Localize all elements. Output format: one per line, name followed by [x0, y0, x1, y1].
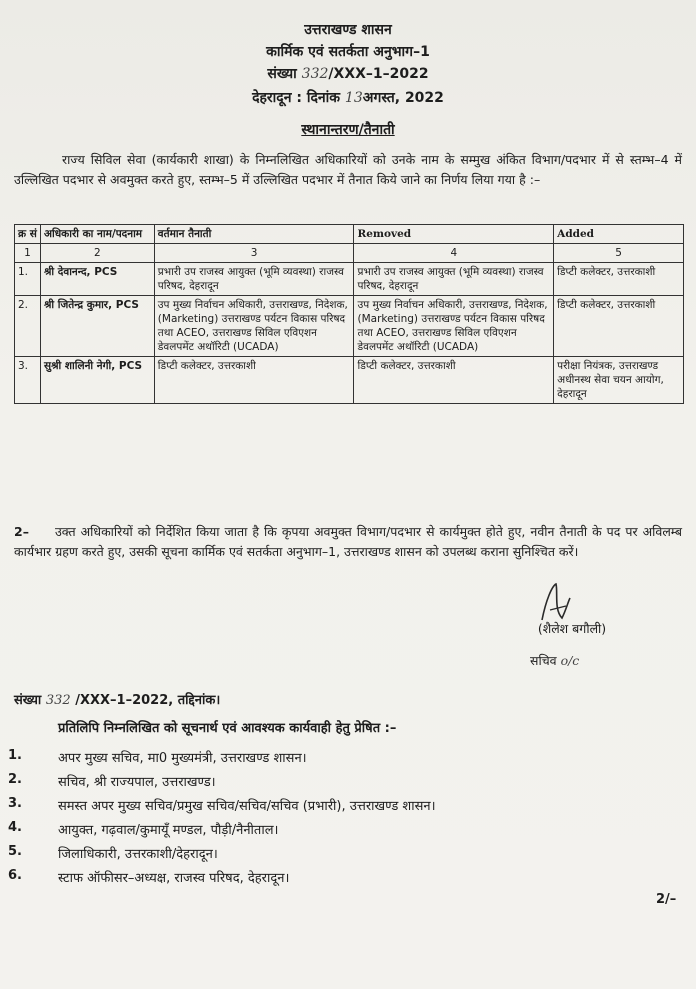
list-item-text: सचिव, श्री राज्यपाल, उत्तराखण्ड। [58, 775, 216, 790]
order-date [0, 88, 696, 107]
header-officer: अधिकारी का नाम/पदनाम [40, 225, 154, 244]
row-added: परीक्षा नियंत्रक, उत्तराखण्ड अधीनस्थ सेवा चयन आयोग, देहरादून [554, 357, 684, 404]
row-current-posting: डिप्टी कलेक्टर, उत्तरकाशी [154, 357, 354, 404]
copy-recipient-list [8, 748, 678, 892]
copy-number-line [14, 690, 220, 708]
row-removed: प्रभारी उप राजस्व आयुक्त (भूमि व्यवस्था) राजस्व परिषद, देहरादून [354, 263, 554, 296]
row-current-posting: उप मुख्य निर्वाचन अधिकारी, उत्तराखण्ड, निदेशक, (Marketing) उत्तराखण्ड पर्यटन विकास परिषद तथा ACEO, उत्तराखण्ड सिविल एविएशन डेवलपमेंट अथॉरिटी (UCADA) [154, 296, 354, 357]
list-item [8, 844, 678, 868]
row-officer-name: श्री देवानन्द, PCS [40, 263, 154, 296]
date-prefix: देहरादून : दिनांक [252, 90, 341, 106]
list-item-number: 2. [8, 772, 22, 787]
table-row [15, 357, 684, 404]
paragraph-2-number: 2– [14, 524, 29, 539]
list-item-number: 4. [8, 820, 22, 835]
signatory-name: (शैलेश बगौली) [537, 621, 607, 636]
list-item [8, 748, 678, 772]
row-sn: 1. [15, 263, 41, 296]
row-sn: 3. [15, 357, 41, 404]
table-column-number-row [15, 244, 684, 263]
order-number-prefix: संख्या [267, 66, 297, 82]
list-item-text: समस्त अपर मुख्य सचिव/प्रमुख सचिव/सचिव/सचिव (प्रभारी), उत्तराखण्ड शासन। [58, 799, 436, 814]
list-item-text: जिलाधिकारी, उत्तरकाशी/देहरादून। [58, 847, 218, 862]
col-number: 5 [554, 244, 684, 263]
page-continuation-marker: 2/– [656, 892, 677, 907]
row-current-posting: प्रभारी उप राजस्व आयुक्त (भूमि व्यवस्था) राजस्व परिषद, देहरादून [154, 263, 354, 296]
list-item-number: 6. [8, 868, 22, 883]
list-item-text: अपर मुख्य सचिव, मा0 मुख्यमंत्री, उत्तराखण्ड शासन। [58, 751, 307, 766]
date-suffix: अगस्त, 2022 [362, 90, 444, 106]
row-added: डिप्टी कलेक्टर, उत्तरकाशी [554, 263, 684, 296]
copy-intro: प्रतिलिपि निम्नलिखित को सूचनार्थ एवं आवश्यक कार्यवाही हेतु प्रेषित :– [58, 721, 397, 736]
order-number-suffix: /XXX–1–2022 [328, 66, 429, 82]
transfer-table [14, 224, 684, 404]
copy-number-handwritten: 332 [45, 693, 71, 708]
paragraph-2-text: उक्त अधिकारियों को निर्देशित किया जाता है कि कृपया अवमुक्त विभाग/पदभार से कार्यमुक्त होते हुए, नवीन तैनाती के पद पर अविलम्ब कार्यभार ग्रहण करते हुए, उसकी सूचना कार्मिक एवं सतर्कता अनुभाग–1, उत्तराखण्ड शासन को उपलब्ध कराना सुनिश्चित करें। [14, 524, 682, 559]
list-item [8, 820, 678, 844]
row-officer-name: श्री जितेन्द्र कुमार, PCS [40, 296, 154, 357]
row-removed: उप मुख्य निर्वाचन अधिकारी, उत्तराखण्ड, निदेशक, (Marketing) उत्तराखण्ड पर्यटन विकास परिषद तथा ACEO, उत्तराखण्ड सिविल एविएशन डेवलपमेंट अथॉरिटी (UCADA) [354, 296, 554, 357]
header-sn: क्र सं [15, 225, 41, 244]
list-item [8, 772, 678, 796]
date-handwritten: 13 [344, 90, 363, 106]
signatory-designation [530, 652, 579, 669]
designation-text: सचिव [530, 653, 557, 668]
col-number: 2 [40, 244, 154, 263]
list-item-number: 3. [8, 796, 22, 811]
department-heading: कार्मिक एवं सतर्कता अनुभाग–1 [266, 44, 430, 60]
table-header-row [15, 225, 684, 244]
list-item-text: स्टाफ ऑफीसर–अध्यक्ष, राजस्व परिषद, देहरादून। [58, 871, 290, 886]
table-row [15, 296, 684, 357]
row-officer-name: सुश्री शालिनी नेगी, PCS [40, 357, 154, 404]
list-item [8, 868, 678, 892]
list-item [8, 796, 678, 820]
header-removed: Removed [354, 225, 554, 244]
copy-number-prefix: संख्या [14, 693, 42, 708]
designation-handwritten-note: ο/c [560, 653, 580, 668]
copy-number-suffix: /XXX–1–2022, तद्दिनांक। [75, 693, 221, 708]
col-number: 3 [154, 244, 354, 263]
row-added: डिप्टी कलेक्टर, उत्तरकाशी [554, 296, 684, 357]
order-number [0, 64, 696, 83]
list-item-number: 1. [8, 748, 22, 763]
header-current: वर्तमान तैनाती [154, 225, 354, 244]
col-number: 4 [354, 244, 554, 263]
paragraph-2 [14, 522, 682, 562]
government-heading: उत्तराखण्ड शासन [304, 22, 392, 38]
col-number: 1 [15, 244, 41, 263]
header-added: Added [554, 225, 684, 244]
row-removed: डिप्टी कलेक्टर, उत्तरकाशी [354, 357, 554, 404]
table-row [15, 263, 684, 296]
row-sn: 2. [15, 296, 41, 357]
list-item-number: 5. [8, 844, 22, 859]
subject-heading: स्थानान्तरण/तैनाती [301, 122, 395, 138]
paragraph-1: राज्य सिविल सेवा (कार्यकारी शाखा) के निम्नलिखित अधिकारियों को उनके नाम के सम्मुख अंकित विभाग/पदभार में से स्तम्भ–4 में उल्लिखित पदभार से अवमुक्त करते हुए, स्तम्भ–5 में उल्लिखित पदभार में तैनात किये जाने का निर्णय लिया गया है :– [14, 152, 682, 187]
order-number-handwritten: 332 [301, 66, 329, 82]
list-item-text: आयुक्त, गढ़वाल/कुमायूँ मण्डल, पौड़ी/नैनीताल। [58, 823, 279, 838]
